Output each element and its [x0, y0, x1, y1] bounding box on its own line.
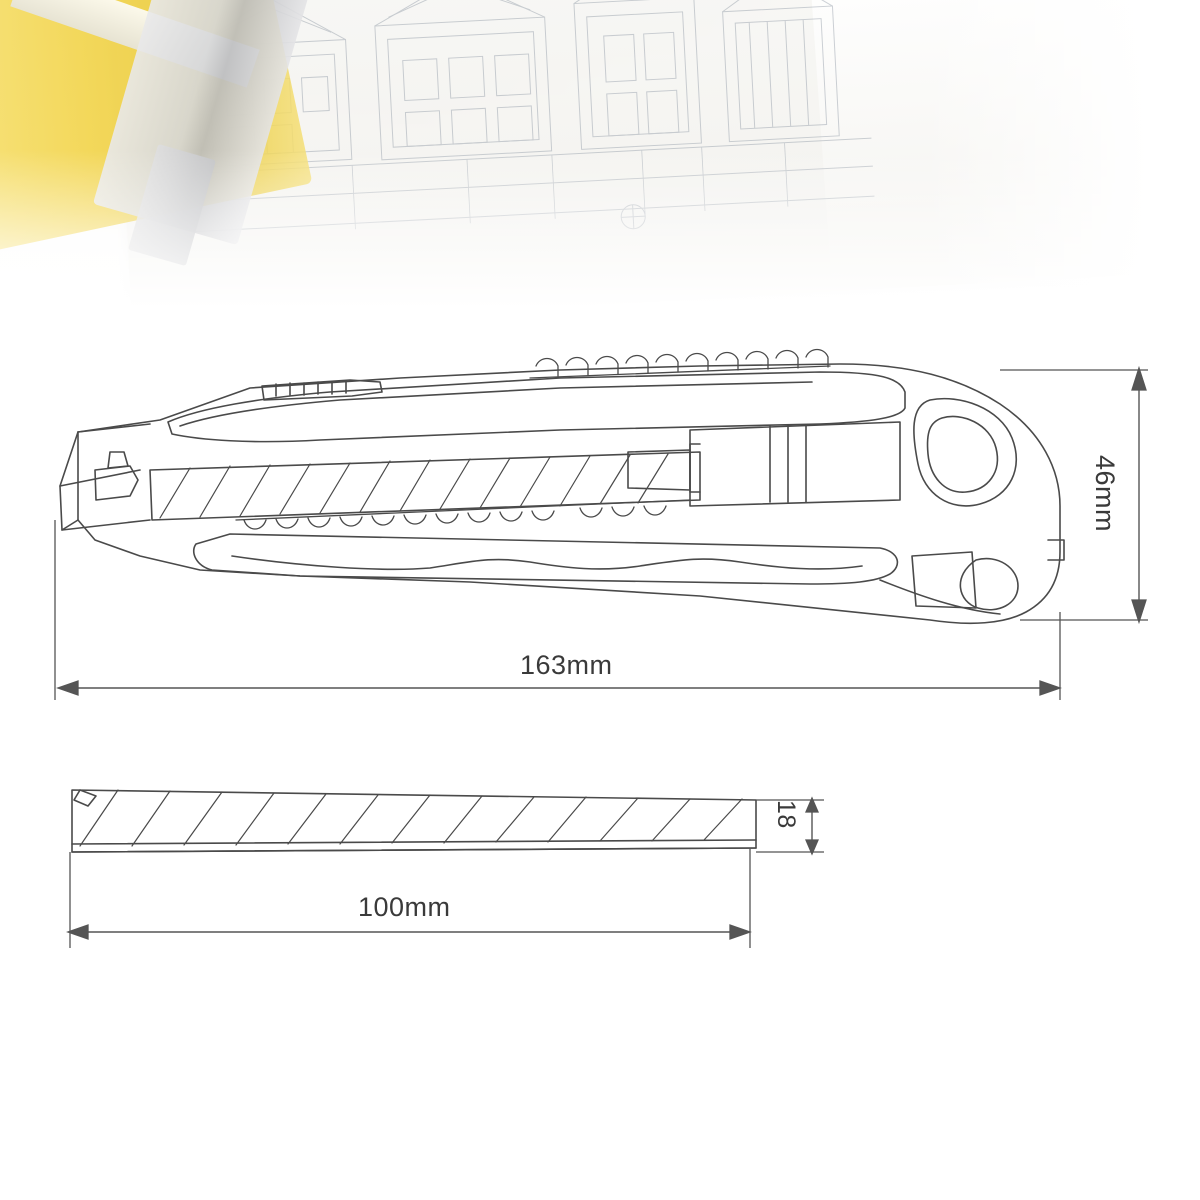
knife-length-dimension-label: 163mm	[520, 650, 613, 680]
blade-drawing	[72, 790, 756, 852]
blade-length-dimension-label: 100mm	[358, 892, 451, 922]
knife-height-dimension-label: 46mm	[1090, 455, 1120, 533]
blade-width-dimension-label: 18	[772, 800, 800, 829]
knife-body	[60, 350, 1064, 624]
